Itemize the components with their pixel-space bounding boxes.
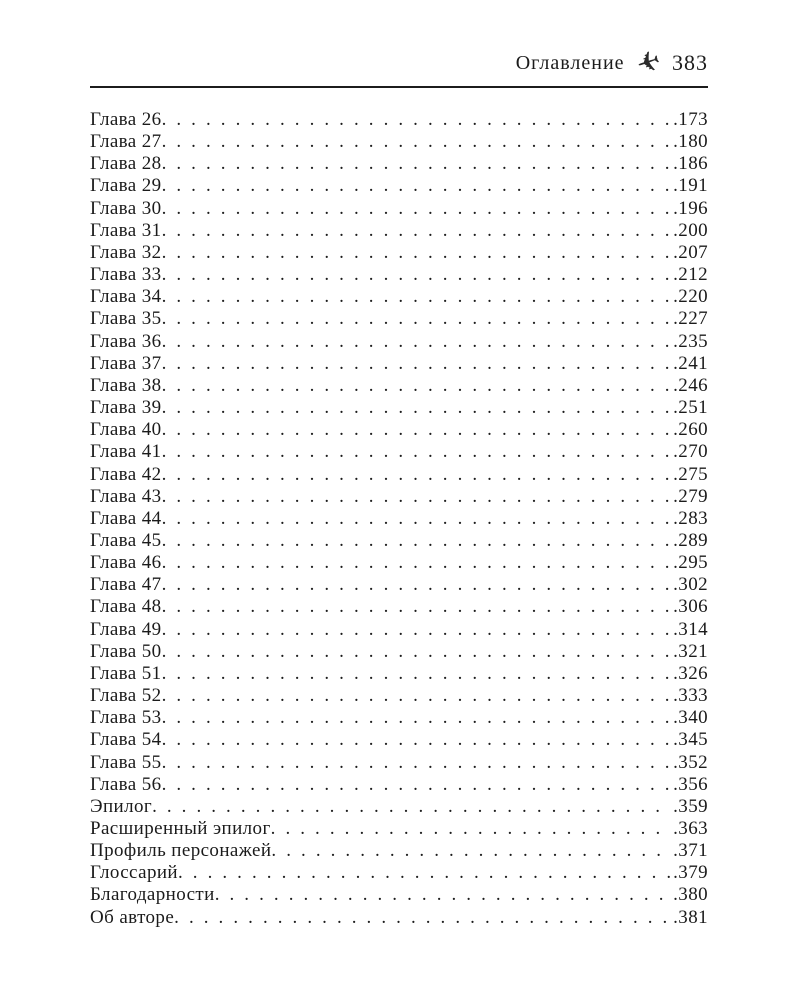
- toc-entry-page: . 212: [673, 264, 708, 286]
- toc-entry-label: Глава 32: [90, 241, 162, 263]
- toc-entry-label: Глава 28: [90, 153, 162, 175]
- dot-leader: [162, 419, 672, 441]
- dot-leader: [162, 264, 672, 286]
- toc-entry-label: Глава 30: [90, 197, 162, 219]
- toc-entry-label: Глава 33: [90, 264, 162, 286]
- toc-entry-label: Профиль персонажей: [90, 840, 272, 862]
- dot-leader: [162, 486, 672, 508]
- toc-entry-page: . 380: [673, 884, 708, 906]
- dot-leader: [162, 774, 672, 796]
- toc-entry-label: Глава 46: [90, 552, 162, 574]
- toc-entry-page: . 359: [673, 796, 708, 818]
- dot-leader: [174, 907, 671, 929]
- toc-entry-page: . 173: [673, 109, 708, 131]
- toc-entry-page: . 379: [673, 862, 708, 884]
- toc-entry-page: . 260: [673, 419, 708, 441]
- toc-row: [90, 907, 708, 929]
- toc-entry-label: Глава 45: [90, 529, 162, 551]
- section-title: Оглавление: [515, 51, 625, 74]
- toc-row: [90, 862, 708, 884]
- toc-entry-label: Глава 29: [90, 175, 162, 197]
- toc-row: [90, 552, 708, 574]
- toc-row: [90, 419, 708, 441]
- toc-entry-label: Глава 35: [90, 308, 162, 330]
- toc-entry-page: . 340: [673, 707, 708, 729]
- toc-entry-label: Глава 34: [90, 286, 162, 308]
- dot-leader: [271, 818, 671, 840]
- toc-entry-page: . 270: [673, 441, 708, 463]
- dot-leader: [162, 552, 672, 574]
- toc-entry-label: Глава 42: [90, 463, 162, 485]
- toc-row: [90, 619, 708, 641]
- toc-row: [90, 884, 708, 906]
- toc-entry-page: . 289: [673, 530, 708, 552]
- toc-row: [90, 198, 708, 220]
- toc-row: [90, 486, 708, 508]
- dot-leader: [162, 175, 672, 197]
- toc-row: [90, 818, 708, 840]
- toc-entry-label: Глава 54: [90, 729, 162, 751]
- dot-leader: [162, 131, 672, 153]
- toc-row: [90, 109, 708, 131]
- toc-row: [90, 574, 708, 596]
- toc-entry-label: Глава 43: [90, 485, 162, 507]
- dot-leader: [162, 375, 672, 397]
- dot-leader: [162, 729, 672, 751]
- toc-row: [90, 530, 708, 552]
- toc-entry-page: . 275: [673, 464, 708, 486]
- toc-entry-label: Глава 51: [90, 662, 162, 684]
- toc-row: [90, 641, 708, 663]
- dot-leader: [162, 286, 672, 308]
- toc-entry-page: . 326: [673, 663, 708, 685]
- toc-entry-label: Глава 37: [90, 352, 162, 374]
- toc-entry-page: . 363: [673, 818, 708, 840]
- toc-row: [90, 175, 708, 197]
- toc-entry-page: . 180: [673, 131, 708, 153]
- table-of-contents: [90, 109, 708, 929]
- toc-entry-page: . 207: [673, 242, 708, 264]
- toc-entry-label: Расширенный эпилог: [90, 818, 271, 839]
- toc-row: [90, 308, 708, 330]
- toc-entry-page: . 371: [673, 840, 708, 862]
- toc-row: [90, 286, 708, 308]
- dot-leader: [162, 574, 672, 596]
- toc-entry-label: Глава 41: [90, 441, 162, 463]
- toc-entry-page: . 241: [673, 353, 708, 375]
- toc-entry-page: . 200: [673, 220, 708, 242]
- dot-leader: [162, 508, 672, 530]
- plane-icon: ✈: [631, 43, 665, 82]
- toc-row: [90, 441, 708, 463]
- toc-row: [90, 264, 708, 286]
- toc-row: [90, 131, 708, 153]
- toc-entry-page: . 186: [673, 153, 708, 175]
- toc-row: [90, 331, 708, 353]
- toc-entry-label: Глава 47: [90, 574, 162, 596]
- toc-row: [90, 752, 708, 774]
- toc-entry-label: Глава 44: [90, 507, 162, 529]
- toc-row: [90, 375, 708, 397]
- toc-entry-label: Глава 39: [90, 397, 162, 419]
- toc-row: [90, 707, 708, 729]
- toc-row: [90, 153, 708, 175]
- toc-entry-page: . 279: [673, 486, 708, 508]
- toc-entry-page: . 356: [673, 774, 708, 796]
- toc-row: [90, 464, 708, 486]
- dot-leader: [162, 109, 672, 131]
- dot-leader: [162, 685, 672, 707]
- toc-entry-page: . 283: [673, 508, 708, 530]
- toc-row: [90, 508, 708, 530]
- toc-entry-label: Глава 49: [90, 618, 162, 640]
- toc-entry-page: . 246: [673, 375, 708, 397]
- toc-row: [90, 840, 708, 862]
- dot-leader: [162, 752, 672, 774]
- toc-row: [90, 663, 708, 685]
- toc-entry-page: . 302: [673, 574, 708, 596]
- dot-leader: [162, 153, 672, 175]
- dot-leader: [162, 397, 672, 419]
- toc-row: [90, 685, 708, 707]
- toc-entry-page: . 220: [673, 286, 708, 308]
- toc-entry-page: . 352: [673, 752, 708, 774]
- dot-leader: [162, 619, 672, 641]
- dot-leader: [162, 707, 672, 729]
- toc-entry-page: . 345: [673, 729, 708, 751]
- dot-leader: [178, 862, 671, 884]
- dot-leader: [162, 242, 672, 264]
- running-head: [90, 43, 708, 82]
- dot-leader: [162, 464, 672, 486]
- dot-leader: [162, 530, 672, 552]
- dot-leader: [162, 641, 672, 663]
- dot-leader: [162, 331, 672, 353]
- toc-entry-label: Глава 38: [90, 374, 162, 396]
- toc-entry-page: . 191: [673, 175, 708, 197]
- toc-entry-label: Об авторе: [90, 906, 175, 928]
- dot-leader: [162, 308, 672, 330]
- dot-leader: [271, 840, 671, 862]
- dot-leader: [215, 884, 671, 906]
- toc-row: [90, 796, 708, 818]
- dot-leader: [152, 796, 671, 818]
- dot-leader: [162, 353, 672, 375]
- toc-row: [90, 729, 708, 751]
- toc-entry-page: . 196: [673, 198, 708, 220]
- dot-leader: [162, 198, 672, 220]
- toc-row: [90, 397, 708, 419]
- toc-row: [90, 596, 708, 618]
- toc-entry-page: . 333: [673, 685, 708, 707]
- toc-entry-page: . 381: [673, 907, 708, 929]
- dot-leader: [162, 663, 672, 685]
- toc-entry-label: Глава 31: [90, 219, 162, 241]
- toc-entry-label: Глава 36: [90, 330, 162, 352]
- toc-entry-page: . 321: [673, 641, 708, 663]
- toc-row: [90, 774, 708, 796]
- toc-entry-page: . 227: [673, 308, 708, 330]
- toc-row: [90, 220, 708, 242]
- toc-entry-label: Глава 48: [90, 596, 162, 618]
- toc-entry-label: Глава 55: [90, 751, 162, 773]
- toc-entry-page: . 314: [673, 619, 708, 641]
- toc-entry-label: Глава 53: [90, 707, 162, 729]
- toc-entry-label: Эпилог: [90, 795, 153, 817]
- toc-entry-label: Глава 40: [90, 419, 162, 441]
- toc-row: [90, 242, 708, 264]
- dot-leader: [162, 596, 672, 618]
- toc-entry-label: Глоссарий: [90, 862, 178, 884]
- toc-entry-page: . 295: [673, 552, 708, 574]
- dot-leader: [162, 441, 672, 463]
- toc-entry-label: Глава 50: [90, 640, 162, 662]
- dot-leader: [162, 220, 672, 242]
- toc-entry-label: Глава 26: [90, 109, 162, 130]
- toc-entry-label: Глава 56: [90, 773, 162, 795]
- header-rule: [90, 86, 708, 88]
- toc-entry-page: . 235: [673, 331, 708, 353]
- toc-entry-page: . 306: [673, 596, 708, 618]
- toc-entry-label: Глава 27: [90, 131, 162, 153]
- page-number: 383: [672, 50, 708, 75]
- toc-entry-page: . 251: [673, 397, 708, 419]
- toc-entry-label: Благодарности: [90, 884, 215, 906]
- toc-row: [90, 353, 708, 375]
- toc-entry-label: Глава 52: [90, 685, 162, 707]
